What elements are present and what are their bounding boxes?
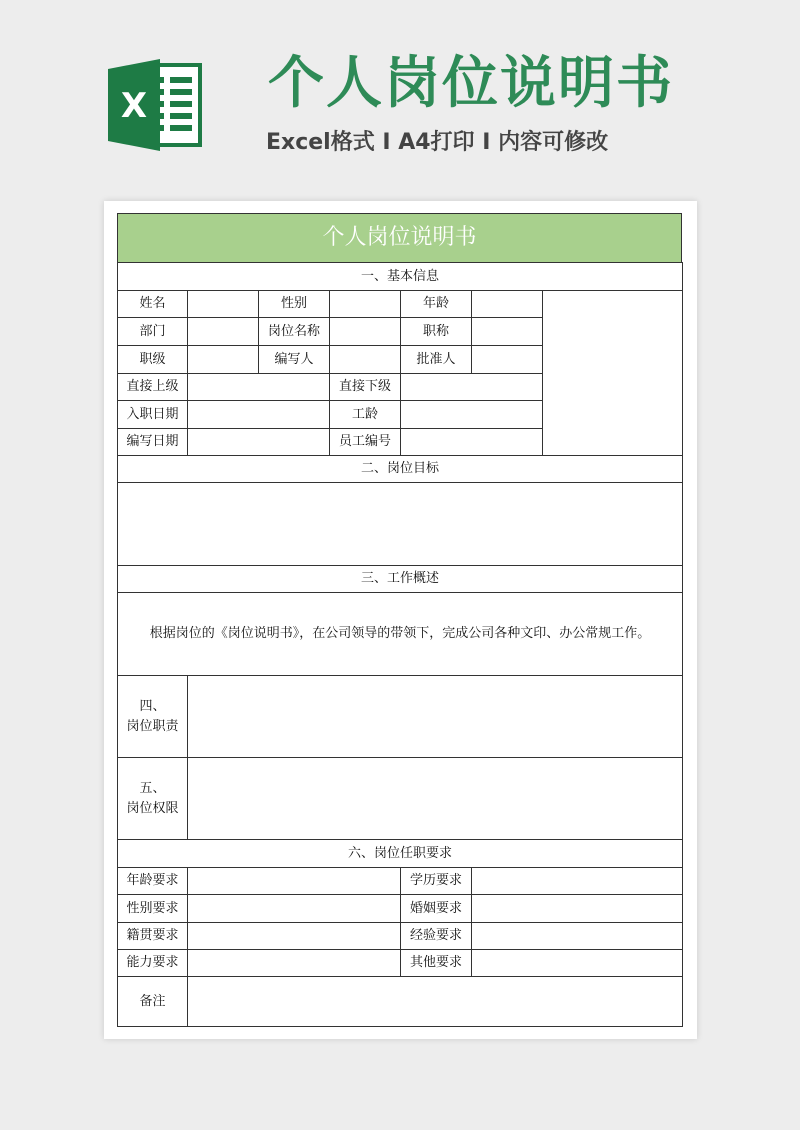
page-title: 个人岗位说明书 [268,51,674,116]
label-age: 年龄 [400,290,472,318]
label-experience-req: 经验要求 [400,922,472,950]
value-title[interactable] [471,317,543,346]
label-remarks: 备注 [117,976,188,1027]
value-remarks[interactable] [187,976,683,1027]
photo-cell[interactable] [542,290,683,456]
position-duties-content[interactable] [187,675,683,758]
value-age-req[interactable] [187,867,401,895]
label-position-name: 岗位名称 [258,317,330,346]
label-age-req: 年龄要求 [117,867,188,895]
svg-text:X: X [120,86,148,126]
label-write-date: 编写日期 [117,428,188,456]
page-subtitle: Excel格式 I A4打印 I 内容可修改 [266,130,609,155]
label-superior: 直接上级 [117,373,188,401]
value-hometown-req[interactable] [187,922,401,950]
work-overview-content[interactable]: 根据岗位的《岗位说明书》，在公司领导的带领下，完成公司各种文印、办公常规工作。 [117,592,683,676]
value-gender-req[interactable] [187,894,401,923]
document-title-bar: 个人岗位说明书 [117,213,682,263]
section-work-overview: 三、工作概述 [117,565,683,593]
value-age[interactable] [471,290,543,318]
value-author[interactable] [329,345,401,374]
label-level: 职级 [117,345,188,374]
label-other-req: 其他要求 [400,949,472,977]
section-position-authority: 五、 岗位权限 [117,757,188,840]
value-department[interactable] [187,317,259,346]
label-seniority: 工龄 [329,400,401,429]
label-author: 编写人 [258,345,330,374]
label-title: 职称 [400,317,472,346]
excel-icon [104,55,204,155]
value-gender[interactable] [329,290,401,318]
label-approver: 批准人 [400,345,472,374]
section-basic-info: 一、基本信息 [117,262,683,291]
label-ability-req: 能力要求 [117,949,188,977]
page-header [0,0,800,200]
value-write-date[interactable] [187,428,330,456]
value-employee-id[interactable] [400,428,543,456]
value-approver[interactable] [471,345,543,374]
value-superior[interactable] [187,373,330,401]
value-ability-req[interactable] [187,949,401,977]
label-gender: 性别 [258,290,330,318]
label-education-req: 学历要求 [400,867,472,895]
label-marriage-req: 婚姻要求 [400,894,472,923]
value-seniority[interactable] [400,400,543,429]
value-subordinate[interactable] [400,373,543,401]
value-name[interactable] [187,290,259,318]
value-level[interactable] [187,345,259,374]
label-name: 姓名 [117,290,188,318]
label-hometown-req: 籍贯要求 [117,922,188,950]
label-department: 部门 [117,317,188,346]
label-subordinate: 直接下级 [329,373,401,401]
value-education-req[interactable] [471,867,683,895]
value-experience-req[interactable] [471,922,683,950]
label-gender-req: 性别要求 [117,894,188,923]
position-goal-content[interactable] [117,482,683,566]
section-position-goal: 二、岗位目标 [117,455,683,483]
position-authority-content[interactable] [187,757,683,840]
label-join-date: 入职日期 [117,400,188,429]
label-employee-id: 员工编号 [329,428,401,456]
value-join-date[interactable] [187,400,330,429]
value-other-req[interactable] [471,949,683,977]
section-requirements: 六、岗位任职要求 [117,839,683,868]
value-marriage-req[interactable] [471,894,683,923]
value-position-name[interactable] [329,317,401,346]
section-position-duties: 四、 岗位职责 [117,675,188,758]
